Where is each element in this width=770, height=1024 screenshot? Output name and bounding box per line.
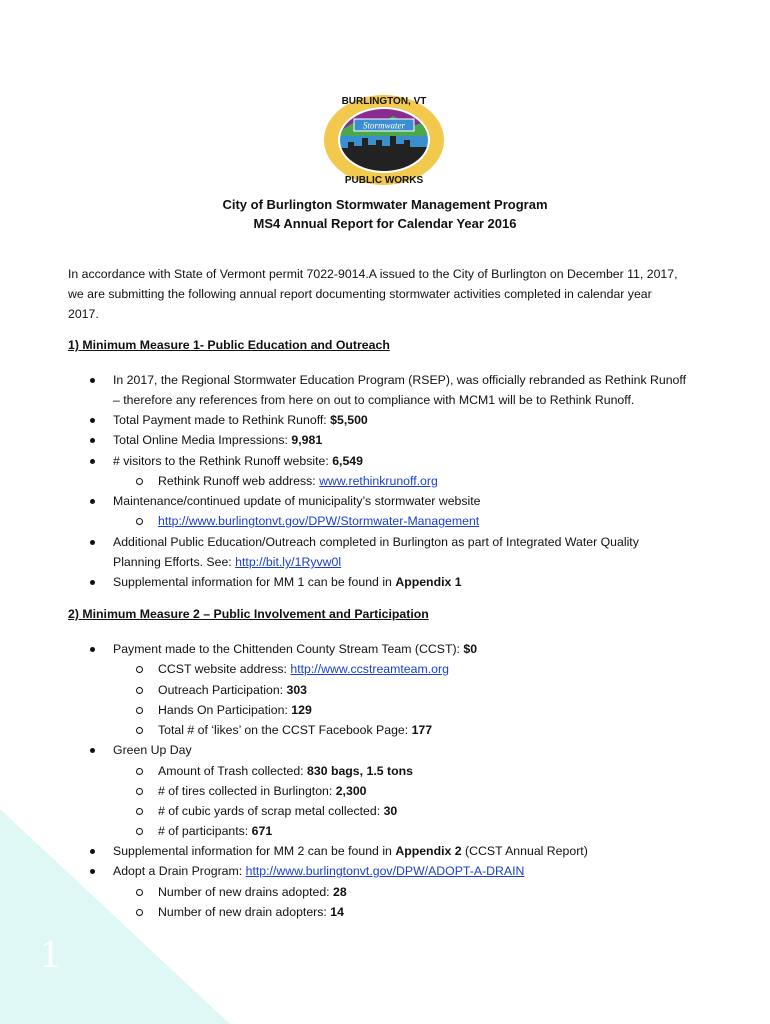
list-item-continued: Planning Efforts. See: http://bit.ly/1Ryvw0l bbox=[113, 555, 342, 569]
title-line-1: City of Burlington Stormwater Management Program bbox=[222, 197, 548, 212]
bullet-icon bbox=[90, 438, 95, 443]
bullet-icon bbox=[90, 849, 95, 854]
sub-list-item: # of tires collected in Burlington: 2,300 bbox=[158, 784, 367, 798]
section-heading-mm1: 1) Minimum Measure 1- Public Education and Outreach bbox=[68, 338, 390, 352]
rethink-runoff-link[interactable]: www.rethinkrunoff.org bbox=[319, 474, 438, 488]
list-item: Supplemental information for MM 1 can be found in Appendix 1 bbox=[113, 575, 462, 589]
svg-text:Stormwater: Stormwater bbox=[362, 120, 406, 131]
sub-bullet-icon bbox=[136, 687, 143, 694]
stormwater-management-link[interactable]: http://www.burlingtonvt.gov/DPW/Stormwater-Management bbox=[158, 514, 480, 528]
section-heading-mm2: 2) Minimum Measure 2 – Public Involvement and Participation bbox=[68, 607, 429, 621]
sub-list-item: Number of new drain adopters: 14 bbox=[158, 905, 344, 919]
adopt-a-drain-link[interactable]: http://www.burlingtonvt.gov/DPW/ADOPT-A-DRAIN bbox=[245, 864, 525, 878]
sub-bullet-icon bbox=[136, 666, 143, 673]
list-item: Supplemental information for MM 2 can be found in Appendix 2 (CCST Annual Report) bbox=[113, 844, 588, 858]
bullet-icon bbox=[90, 748, 95, 753]
sub-list-item: Number of new drains adopted: 28 bbox=[158, 885, 347, 899]
sub-bullet-icon bbox=[136, 788, 143, 795]
bitly-link[interactable]: http://bit.ly/1Ryvw0l bbox=[235, 555, 342, 569]
list-item: In 2017, the Regional Stormwater Education Program (RSEP), was officially rebranded as Rethink Runoff bbox=[113, 373, 687, 387]
sub-list-item: # of participants: 671 bbox=[158, 824, 273, 838]
svg-text:BURLINGTON, VT: BURLINGTON, VT bbox=[341, 96, 427, 107]
bullet-icon bbox=[90, 540, 95, 545]
list-item: Total Online Media Impressions: 9,981 bbox=[113, 433, 323, 447]
sub-list-item: Amount of Trash collected: 830 bags, 1.5 tons bbox=[158, 764, 413, 778]
sub-bullet-icon bbox=[136, 808, 143, 815]
sub-bullet-icon bbox=[136, 727, 143, 734]
sub-bullet-icon bbox=[136, 478, 143, 485]
list-item: Total Payment made to Rethink Runoff: $5,500 bbox=[113, 413, 368, 427]
sub-list-item bbox=[158, 511, 479, 531]
ccst-website-link[interactable]: http://www.ccstreamteam.org bbox=[290, 662, 449, 676]
page-number: 1 bbox=[40, 931, 60, 976]
list-item: Adopt a Drain Program: http://www.burlingtonvt.gov/DPW/ADOPT-A-DRAIN bbox=[113, 864, 525, 878]
bullet-icon bbox=[90, 647, 95, 652]
bullet-icon bbox=[90, 499, 95, 504]
list-item: # visitors to the Rethink Runoff website: 6,549 bbox=[113, 454, 363, 468]
list-item: Maintenance/continued update of municipality’s stormwater website bbox=[113, 494, 481, 508]
list-item: Payment made to the Chittenden County Stream Team (CCST): $0 bbox=[113, 642, 478, 656]
sub-list-item: # of cubic yards of scrap metal collected: 30 bbox=[158, 804, 398, 818]
report-title bbox=[0, 195, 770, 233]
bullet-icon bbox=[90, 869, 95, 874]
sub-bullet-icon bbox=[136, 707, 143, 714]
sub-list-item: CCST website address: http://www.ccstreamteam.org bbox=[158, 662, 449, 676]
sub-list-item: Outreach Participation: 303 bbox=[158, 683, 308, 697]
intro-paragraph: In accordance with State of Vermont permit 7022-9014.A issued to the City of Burlington on December 11, 2017, we are submitting the following annual report documenting stormwater activities completed in calendar year 2017. bbox=[68, 267, 678, 321]
sub-bullet-icon bbox=[136, 768, 143, 775]
sub-list-item: Total # of ‘likes’ on the CCST Facebook Page: 177 bbox=[158, 723, 433, 737]
sub-bullet-icon bbox=[136, 828, 143, 835]
svg-text:PUBLIC WORKS: PUBLIC WORKS bbox=[344, 175, 424, 186]
sub-list-item: Hands On Participation: 129 bbox=[158, 703, 312, 717]
sub-bullet-icon bbox=[136, 909, 143, 916]
burlington-stormwater-logo bbox=[318, 90, 450, 190]
bullet-icon bbox=[90, 418, 95, 423]
list-item: Green Up Day bbox=[113, 743, 192, 757]
bullet-icon bbox=[90, 378, 95, 383]
sub-bullet-icon bbox=[136, 518, 143, 525]
list-item-continued: – therefore any references from here on out to compliance with MCM1 will be to Rethink Runoff. bbox=[113, 393, 635, 407]
title-line-2: MS4 Annual Report for Calendar Year 2016 bbox=[253, 216, 517, 231]
bullet-icon bbox=[90, 580, 95, 585]
sub-bullet-icon bbox=[136, 889, 143, 896]
sub-list-item: Rethink Runoff web address: www.rethinkrunoff.org bbox=[158, 474, 438, 488]
bullet-icon bbox=[90, 459, 95, 464]
list-item: Additional Public Education/Outreach completed in Burlington as part of Integrated Water Quality bbox=[113, 535, 639, 549]
